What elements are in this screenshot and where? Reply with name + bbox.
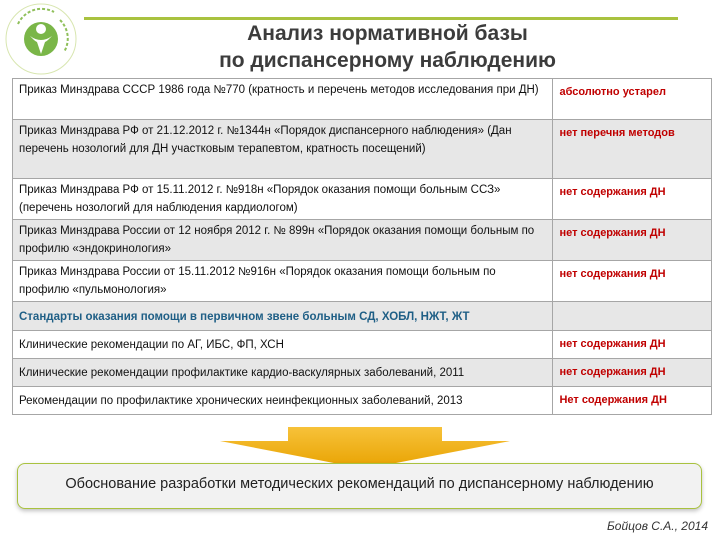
status-cell: нет содержания ДН xyxy=(553,220,712,261)
table-row xyxy=(13,302,712,331)
regulatory-table xyxy=(12,78,712,415)
document-cell: Приказ Минздрава СССР 1986 года №770 (кратность и перечень методов исследования при ДН) xyxy=(13,79,553,120)
table-row xyxy=(13,387,712,415)
document-cell: Приказ Минздрава РФ от 15.11.2012 г. №918н «Порядок оказания помощи больным ССЗ» (перечень нозологий для наблюдения кардиологом) xyxy=(13,179,553,220)
table-row xyxy=(13,331,712,359)
title-line-2: по диспансерному наблюдению xyxy=(219,49,556,72)
table-row xyxy=(13,359,712,387)
table-row xyxy=(13,261,712,302)
status-cell: нет перечня методов xyxy=(553,120,712,179)
table-row xyxy=(13,120,712,179)
status-cell: нет содержания ДН xyxy=(553,359,712,387)
table-row xyxy=(13,179,712,220)
status-cell: Нет содержания ДН xyxy=(553,387,712,415)
status-cell: нет содержания ДН xyxy=(553,179,712,220)
title-line-1: Анализ нормативной базы xyxy=(247,22,528,45)
table-row xyxy=(13,220,712,261)
conclusion-text: Обоснование разработки методических рекомендаций по диспансерному наблюдению xyxy=(65,476,654,492)
document-cell: Клинические рекомендации по АГ, ИБС, ФП, ХСН xyxy=(13,331,553,359)
document-cell: Приказ Минздрава России от 15.11.2012 №916н «Порядок оказания помощи больным по профилю «пульмонология» xyxy=(13,261,553,302)
document-cell: Приказ Минздрава России от 12 ноября 2012 г. № 899н «Порядок оказания помощи больным по профилю «эндокринология» xyxy=(13,220,553,261)
document-cell: Клинические рекомендации профилактике кардио-васкулярных заболеваний, 2011 xyxy=(13,359,553,387)
document-cell: Приказ Минздрава РФ от 21.12.2012 г. №1344н «Порядок диспансерного наблюдения» (Дан перечень нозологий для ДН участковым терапевтом, кратность посещений) xyxy=(13,120,553,179)
status-cell: нет содержания ДН xyxy=(553,261,712,302)
author-citation: Бойцов С.А., 2014 xyxy=(607,519,708,533)
status-cell: абсолютно устарел xyxy=(553,79,712,120)
status-cell: нет содержания ДН xyxy=(553,331,712,359)
page-title xyxy=(150,20,625,74)
table-row xyxy=(13,79,712,120)
conclusion-box xyxy=(17,463,702,509)
organization-logo xyxy=(4,2,78,76)
document-cell: Рекомендации по профилактике хронических неинфекционных заболеваний, 2013 xyxy=(13,387,553,415)
document-cell: Стандарты оказания помощи в первичном звене больным СД, ХОБЛ, НЖТ, ЖТ xyxy=(13,302,553,331)
status-cell xyxy=(553,302,712,331)
